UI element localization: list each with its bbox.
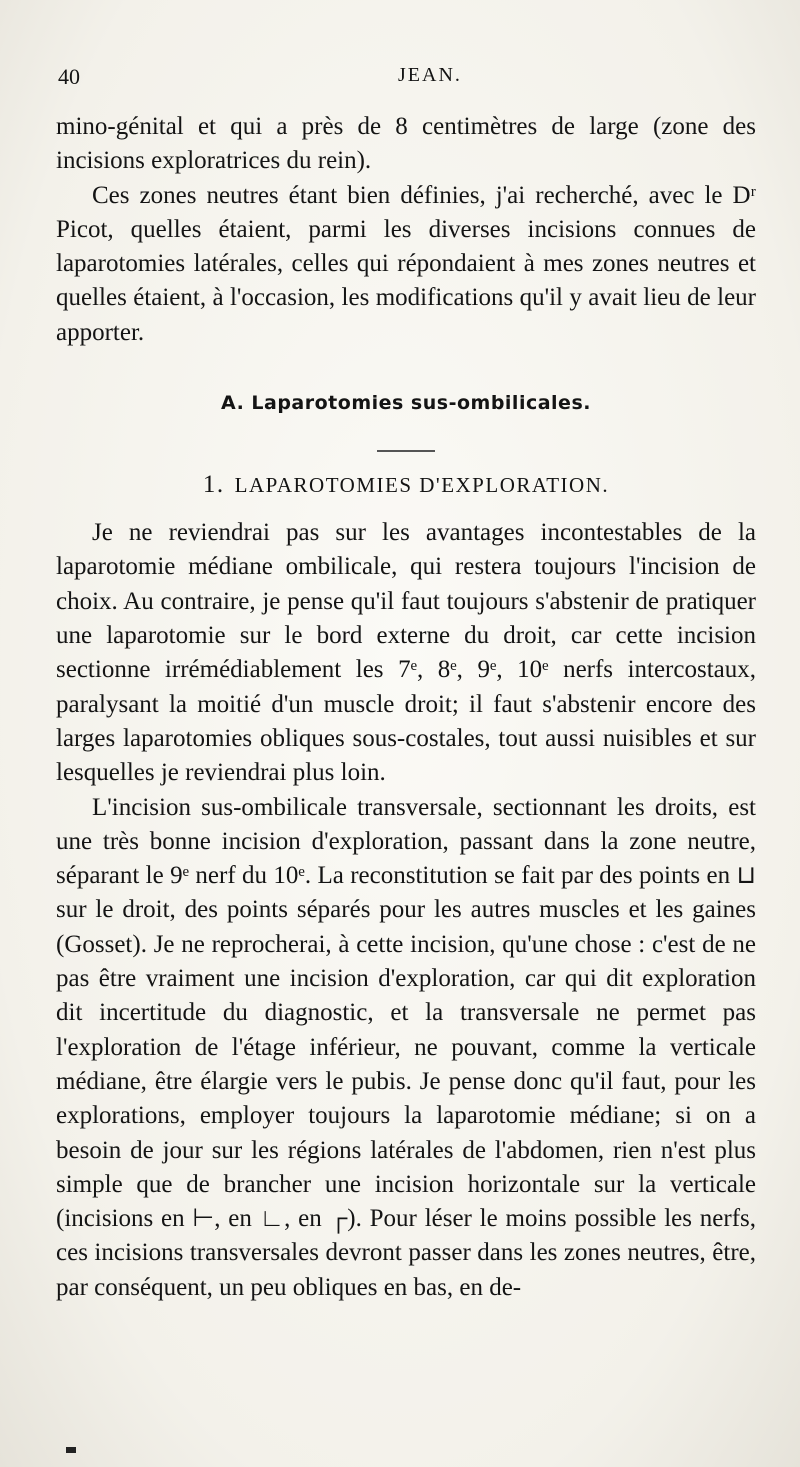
paragraph: Je ne reviendrai pas sur les avantages incontestables de la laparotomie médiane ombilicale, qui restera toujours l'incision de choix. Au contraire, je pense qu'il faut toujours s'abstenir de pratiquer une laparotomie sur le bord externe du droit, car cette incision sectionne irrémédiablement les 7ᵉ, 8ᵉ, 9ᵉ, 10ᵉ nerfs intercostaux, paralysant la moitié d'un muscle droit; il faut s'abstenir encore des larges laparotomies obliques sous-costales, tout aussi nuisibles et sur lesquelles je reviendrai plus loin.: [56, 519, 756, 787]
paragraph: L'incision sus-ombilicale transversale, sectionnant les droits, est une très bonne incision d'exploration, passant dans la zone neutre, séparant le 9ᵉ nerf du 10ᵉ. La reconstitution se fait par des points en ⊔ sur le droit, des points séparés pour les autres muscles et les gaines (Gosset). Je ne reprocherai, à cette incision, qu'une chose : c'est de ne pas être vraiment une incision d'exploration, car qui dit exploration dit incertitude du diagnostic, et la transversale ne permet pas l'exploration de l'étage inférieur, ne pouvant, comme la verticale médiane, être élargie vers le pubis. Je pense donc qu'il faut, pour les explorations, employer toujours la laparotomie médiane; si on a besoin de jour sur les régions latérales de l'abdomen, rien n'est plus simple que de brancher une incision horizontale sur la verticale (incisions en ⊢, en ∟, en ┌). Pour léser le moins possible les nerfs, ces incisions transversales devront passer dans les zones neutres, être, par conséquent, un peu obliques en bas, en de-: [56, 793, 756, 1301]
ink-mark: [66, 1447, 76, 1453]
subsection-title: LAPAROTOMIES D'EXPLORATION.: [234, 472, 610, 497]
page-number: 40: [58, 64, 80, 89]
paragraph-continuation: mino-génital et qui a près de 8 centimètres de large (zone des incisions exploratrices du rein).: [56, 113, 756, 175]
paragraph: Ces zones neutres étant bien définies, j'ai recherché, avec le Dʳ Picot, quelles étaient, parmi les diverses incisions connues de laparotomies latérales, celles qui répondaient à mes zones neutres et quelles étaient, à l'occasion, les modifications qu'il y avait lieu de leur apporter.: [56, 181, 756, 346]
main-text: [56, 110, 756, 1305]
subsection-number: 1.: [202, 470, 225, 498]
page-header: [58, 64, 748, 94]
running-head: JEAN.: [398, 64, 462, 86]
section-heading: A. Laparotomies sus-ombilicales.: [221, 392, 591, 415]
divider-rule: [377, 450, 435, 452]
subsection-heading: [56, 468, 756, 502]
